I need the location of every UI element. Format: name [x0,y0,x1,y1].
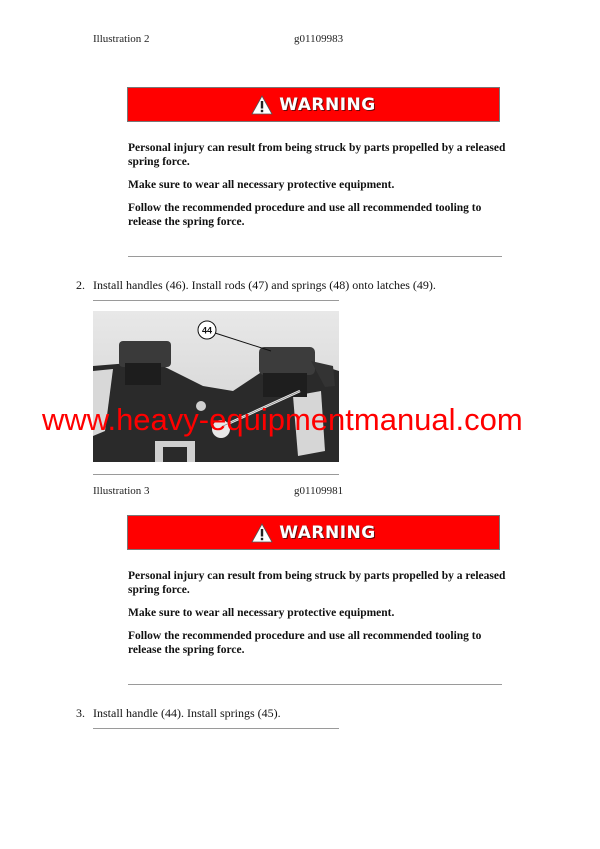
divider [128,684,502,685]
step-2 [76,278,436,293]
illustration-3-photo [93,311,339,462]
warning-triangle-icon [251,523,273,543]
divider [93,474,339,475]
divider [93,300,339,301]
warning-paragraph: Personal injury can result from being struck by parts propelled by a released spring force. [128,142,506,168]
warning-2-text [128,569,508,666]
warning-paragraph: Make sure to wear all necessary protective equipment. [128,607,395,619]
warning-paragraph: Follow the recommended procedure and use all recommended tooling to release the spring force. [128,630,482,656]
step-3 [76,706,281,721]
step-text: Install handles (46). Install rods (47) and springs (48) onto latches (49). [93,278,436,292]
warning-label: WARNING [279,94,376,115]
warning-banner-1 [127,87,500,122]
divider [93,728,339,729]
illustration-3-code: g01109981 [294,485,344,497]
illustration-2-code: g01109983 [294,33,344,45]
warning-paragraph: Follow the recommended procedure and use all recommended tooling to release the spring force. [128,202,482,228]
warning-triangle-icon [251,95,273,115]
warning-banner-2 [127,515,500,550]
warning-paragraph: Personal injury can result from being struck by parts propelled by a released spring force. [128,570,506,596]
illustration-3-label: Illustration 3 [93,485,150,497]
callout-label: 44 [201,325,213,336]
step-text: Install handle (44). Install springs (45). [93,706,281,720]
step-number: 3. [76,706,85,720]
illustration-2-label: Illustration 2 [93,33,150,45]
warning-1-text [128,141,508,238]
warning-paragraph: Make sure to wear all necessary protective equipment. [128,179,395,191]
watermark: www.heavy-equipmentmanual.com [42,402,523,437]
warning-label: WARNING [279,522,376,543]
divider [128,256,502,257]
step-number: 2. [76,278,85,292]
